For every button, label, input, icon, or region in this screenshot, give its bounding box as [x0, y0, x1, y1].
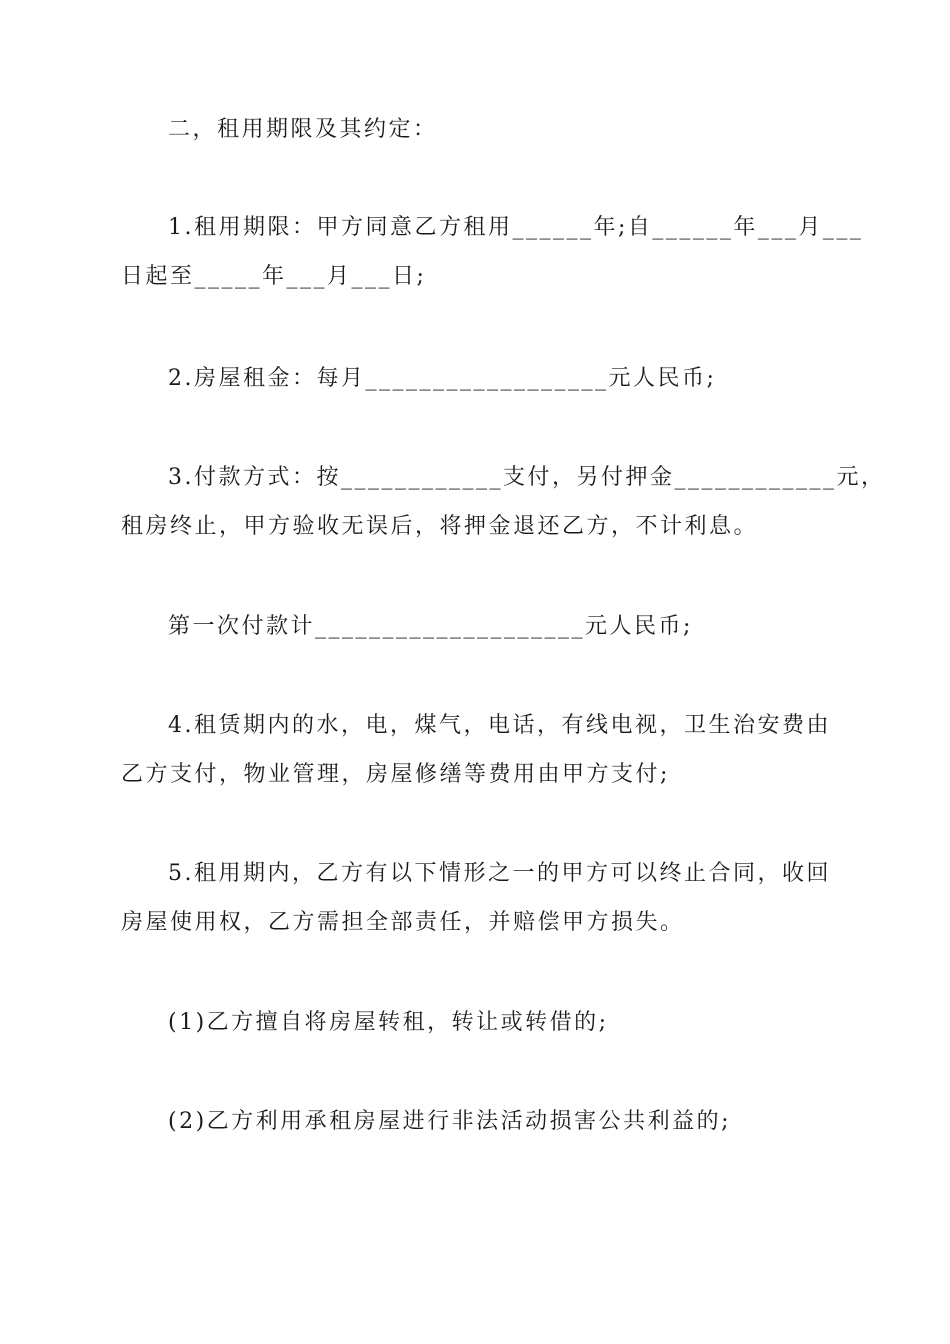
clause-5-line-1: 5.租用期内，乙方有以下情形之一的甲方可以终止合同，收回 [168, 861, 831, 886]
clause-3-line-2: 租房终止，甲方验收无误后，将押金退还乙方，不计利息。 [121, 514, 759, 539]
clause-5-line-2: 房屋使用权，乙方需担全部责任，并赔偿甲方损失。 [121, 910, 685, 935]
clause-4-line-2: 乙方支付，物业管理，房屋修缮等费用由甲方支付; [121, 762, 670, 787]
sub-item-1: (1)乙方擅自将房屋转租，转让或转借的; [168, 1010, 609, 1035]
clause-2: 2.房屋租金：每月__________________元人民币; [168, 366, 717, 391]
clause-1-line-2: 日起至_____年___月___日; [121, 264, 427, 289]
clause-3-line-1: 3.付款方式：按____________支付，另付押金____________元， [168, 465, 886, 490]
clause-4-line-1: 4.租赁期内的水，电，煤气，电话，有线电视，卫生治安费由 [168, 713, 831, 738]
section-heading: 二，租用期限及其约定： [168, 117, 438, 142]
clause-1-line-1: 1.租用期限：甲方同意乙方租用______年;自______年___月___ [168, 215, 864, 240]
first-payment-line: 第一次付款计____________________元人民币; [168, 614, 693, 639]
sub-item-2: (2)乙方利用承租房屋进行非法活动损害公共利益的; [168, 1109, 732, 1134]
